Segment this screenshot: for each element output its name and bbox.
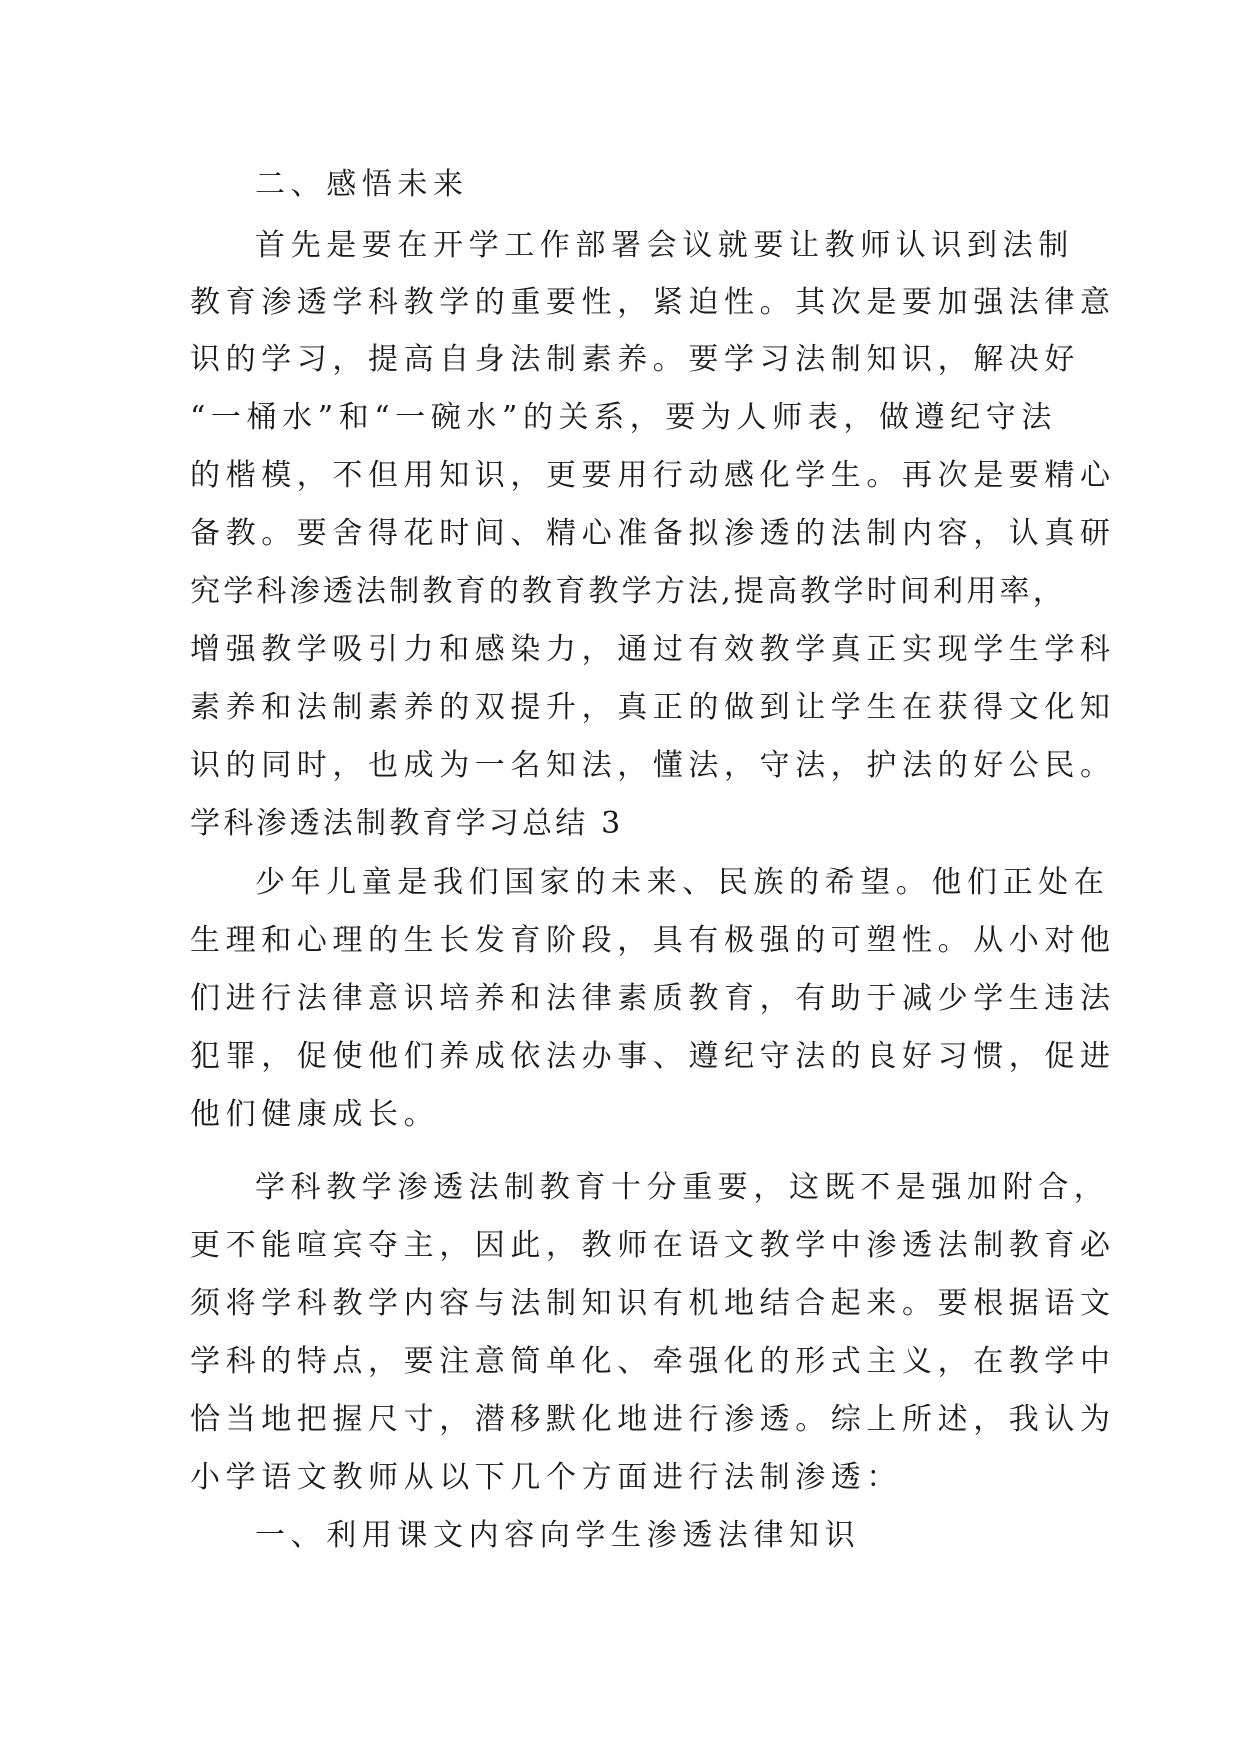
paragraph-line: 犯罪，促使他们养成依法办事、遵纪守法的良好习惯，促进 bbox=[190, 1039, 1116, 1074]
section-heading-use-texts: 一、利用课文内容向学生渗透法律知识 bbox=[255, 1518, 861, 1553]
paragraph-line: 首先是要在开学工作部署会议就要让教师认识到法制 bbox=[255, 228, 1074, 263]
paragraph-line: 备教。要舍得花时间、精心准备拟渗透的法制内容，认真研 bbox=[190, 516, 1116, 551]
paragraph-line: 小学语文教师从以下几个方面进行法制渗透： bbox=[190, 1460, 902, 1495]
paragraph-line: 更不能喧宾夺主，因此，教师在语文教学中渗透法制教育必 bbox=[190, 1228, 1116, 1263]
section-title: 学科渗透法制教育学习总结 3 bbox=[190, 806, 624, 841]
paragraph-line: “一桶水”和“一碗水”的关系，要为人师表，做遵纪守法 bbox=[190, 400, 1057, 435]
paragraph-line: 识的学习，提高自身法制素养。要学习法制知识，解决好 bbox=[190, 342, 1080, 377]
section-heading-feel-future: 二、感悟未来 bbox=[255, 167, 469, 202]
paragraph-line: 须将学科教学内容与法制知识有机地结合起来。要根据语文 bbox=[190, 1286, 1116, 1321]
paragraph-line: 他们健康成长。 bbox=[190, 1097, 440, 1132]
paragraph-line: 的楷模，不但用知识，更要用行动感化学生。再次是要精心 bbox=[190, 458, 1116, 493]
paragraph-line: 增强教学吸引力和感染力，通过有效教学真正实现学生学科 bbox=[190, 632, 1116, 667]
paragraph-line: 识的同时，也成为一名知法，懂法，守法，护法的好公民。 bbox=[190, 748, 1116, 783]
paragraph-line: 究学科渗透法制教育的教育教学方法,提高教学时间利用率， bbox=[190, 574, 1066, 609]
paragraph-line: 恰当地把握尺寸，潜移默化地进行渗透。综上所述，我认为 bbox=[190, 1402, 1116, 1437]
paragraph-line: 生理和心理的生长发育阶段，具有极强的可塑性。从小对他 bbox=[190, 923, 1116, 958]
paragraph-line: 少年儿童是我们国家的未来、民族的希望。他们正处在 bbox=[255, 865, 1110, 900]
paragraph-line: 学科教学渗透法制教育十分重要，这既不是强加附合， bbox=[255, 1170, 1110, 1205]
paragraph-line: 教育渗透学科教学的重要性，紧迫性。其次是要加强法律意 bbox=[190, 285, 1116, 320]
paragraph-line: 们进行法律意识培养和法律素质教育，有助于减少学生违法 bbox=[190, 981, 1116, 1016]
paragraph-line: 素养和法制素养的双提升，真正的做到让学生在获得文化知 bbox=[190, 690, 1116, 725]
paragraph-line: 学科的特点，要注意简单化、牵强化的形式主义，在教学中 bbox=[190, 1344, 1116, 1379]
